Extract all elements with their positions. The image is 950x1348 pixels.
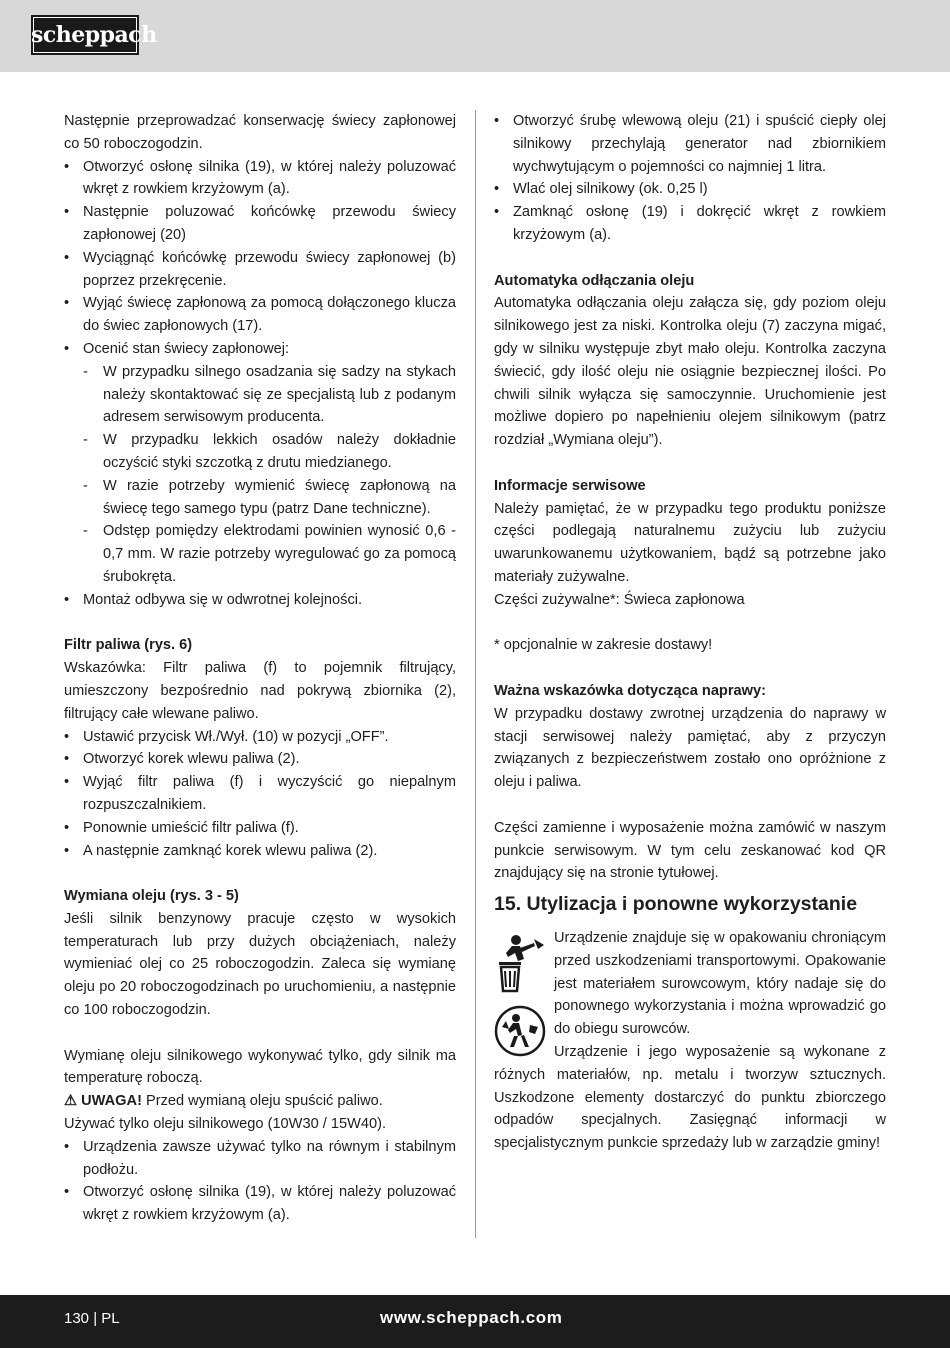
sub-list-item: - W przypadku silnego osadzania się sadzy na stykach należy skontaktować się ze specjalistą lub z podanym adresem serwisowym producenta. [64, 361, 456, 429]
trash-bin-icon [494, 931, 550, 995]
warning-text: Przed wymianą oleju spuścić paliwo. [141, 1093, 383, 1110]
list-item: • Otworzyć śrubę wlewową oleju (21) i spuścić ciepły olej silnikowy przechylają generator nad zbiornikiem wychwytującym o pojemności co najmniej 1 litra. [494, 110, 886, 178]
paragraph: Następnie przeprowadzać konserwację świecy zapłonowej co 50 roboczogodzin. [64, 113, 456, 152]
warning-line [64, 1090, 456, 1113]
website-link[interactable]: www.scheppach.com [380, 1308, 563, 1327]
paragraph: Automatyka odłączania oleju załącza się, gdy poziom oleju silnikowego jest za niski. Kontrolka oleju (7) zaczyna migać, gdy w silniku występuje zbyt mało oleju. Kontrolka zaczyna świecić, gdy ilość oleju nie osiągnie bezpiecznej ilości. Po chwili silnik wyłącza się samoczynnie. Uruchomienie jest możliwe dopiero po napełnieniu olejem silnikowym (patrz rozdział „Wymiana oleju”). [494, 295, 886, 449]
list-item: • Wlać olej silnikowy (ok. 0,25 l) [494, 178, 886, 201]
paragraph: Używać tylko oleju silnikowego (10W30 / 15W40). [64, 1116, 387, 1133]
list-item: • Otworzyć korek wlewu paliwa (2). [64, 748, 456, 771]
list-item: • Następnie poluzować końcówkę przewodu świecy zapłonowej (20) [64, 201, 456, 247]
list-item: • Ustawić przycisk Wł./Wył. (10) w pozycji „OFF”. [64, 726, 456, 749]
left-column [64, 110, 456, 1227]
page-number: 130 | PL [64, 1310, 120, 1327]
list-item: • Otworzyć osłonę silnika (19), w której należy poluzować wkręt z rowkiem krzyżowym (a). [64, 1181, 456, 1227]
recycle-icon [494, 1003, 550, 1061]
paragraph: Jeśli silnik benzynowy pracuje często w wysokich temperaturach lub przy dużych obciążeniach, należy wymieniać olej co 25 roboczogodzin. Zaleca się wymianę oleju po 20 roboczogodzinach po uruchomieniu, a następnie co 100 roboczogodzin. [64, 910, 456, 1019]
warning-label: ⚠ UWAGA! [64, 1093, 142, 1110]
list-item: • Ponownie umieścić filtr paliwa (f). [64, 817, 456, 840]
list-item: • Otworzyć osłonę silnika (19), w której należy poluzować wkręt z rowkiem krzyżowym (a). [64, 156, 456, 202]
header-bar [0, 0, 950, 72]
paragraph: Części zużywalne*: Świeca zapłonowa [494, 591, 745, 608]
column-divider [475, 110, 476, 1238]
list-item: • Wyjąć świecę zapłonową za pomocą dołączonego klucza do świec zapłonowych (17). [64, 292, 456, 338]
disposal-block [494, 927, 886, 1155]
section-heading: Filtr paliwa (rys. 6) [64, 637, 193, 654]
paragraph: Wymianę oleju silnikowego wykonywać tylko, gdy silnik ma temperaturę roboczą. [64, 1047, 456, 1087]
list-item: • Zamknąć osłonę (19) i dokręcić wkręt z rowkiem krzyżowym (a). [494, 201, 886, 247]
paragraph: Urządzenie i jego wyposażenie są wykonane z różnych materiałów, np. metalu i tworzyw sztucznych. Uszkodzone elementy dostarczyć do punktu zbiorczego odpadów specjalnych. Zasięgnąć informacji w specjalistycznym punkcie sprzedaży lub w zarządzie gminy! [494, 1044, 886, 1152]
disposal-icons [494, 931, 550, 1069]
paragraph: Należy pamiętać, że w przypadku tego produktu poniższe części podlegają naturalnemu zużyciu lub zużyciu uwarunkowanemu użytkowaniem, bądź są potrzebne jako materiały zużywalne. [494, 500, 886, 585]
paragraph: Wskazówka: Filtr paliwa (f) to pojemnik filtrujący, umieszczony bezpośrednio nad pokrywą zbiornika (2), filtrujący całe wlewane paliwo. [64, 660, 456, 722]
list-item: • Wyciągnąć końcówkę przewodu świecy zapłonowej (b) poprzez przekręcenie. [64, 247, 456, 293]
list-item: • Wyjąć filtr paliwa (f) i wyczyścić go niepalnym rozpuszczalnikiem. [64, 771, 456, 817]
right-column [494, 110, 886, 1155]
list-item: • Montaż odbywa się w odwrotnej kolejności. [64, 589, 456, 612]
sub-list-item: - W przypadku lekkich osadów należy dokładnie oczyścić styki szczotką z drutu miedzianego. [64, 429, 456, 475]
paragraph: W przypadku dostawy zwrotnej urządzenia do naprawy w stacji serwisowej należy pamiętać, aby z przyczyn związanych z bezpieczeństwem zostało ono opróżnione z oleju i paliwa. [494, 705, 886, 791]
list-item: • Urządzenia zawsze używać tylko na równym i stabilnym podłożu. [64, 1136, 456, 1182]
section-heading: Ważna wskazówka dotycząca naprawy: [494, 682, 766, 699]
section-heading: Informacje serwisowe [494, 477, 646, 494]
sub-list-item: - W razie potrzeby wymienić świecę zapłonową na świecę tego samego typu (patrz Dane techniczne). [64, 475, 456, 521]
sub-list-item: - Odstęp pomiędzy elektrodami powinien wynosić 0,6 - 0,7 mm. W razie potrzeby wyregulować go za pomocą śrubokręta. [64, 520, 456, 588]
scheppach-logo: scheppach [31, 15, 139, 55]
paragraph: Części zamienne i wyposażenie można zamówić w naszym punkcie serwisowym. W tym celu zeskanować kod QR znajdujący się na stronie tytułowej. [494, 819, 886, 882]
paragraph: Urządzenie znajduje się w opakowaniu chroniącym przed uszkodzeniami transportowymi. Opakowanie jest materiałem surowcowym, który nadaje się do ponownego wykorzystania i można wprowadzić go do obiegu surowców. [554, 930, 886, 1038]
footer-bar [0, 1295, 950, 1348]
section-heading: Automatyka odłączania oleju [494, 272, 695, 289]
list-item: • Ocenić stan świecy zapłonowej: [64, 338, 456, 361]
paragraph: * opcjonalnie w zakresie dostawy! [494, 637, 713, 654]
list-item: • A następnie zamknąć korek wlewu paliwa (2). [64, 840, 456, 863]
chapter-title: 15. Utylizacja i ponowne wykorzystanie [494, 893, 858, 916]
section-heading: Wymiana oleju (rys. 3 - 5) [64, 888, 239, 905]
